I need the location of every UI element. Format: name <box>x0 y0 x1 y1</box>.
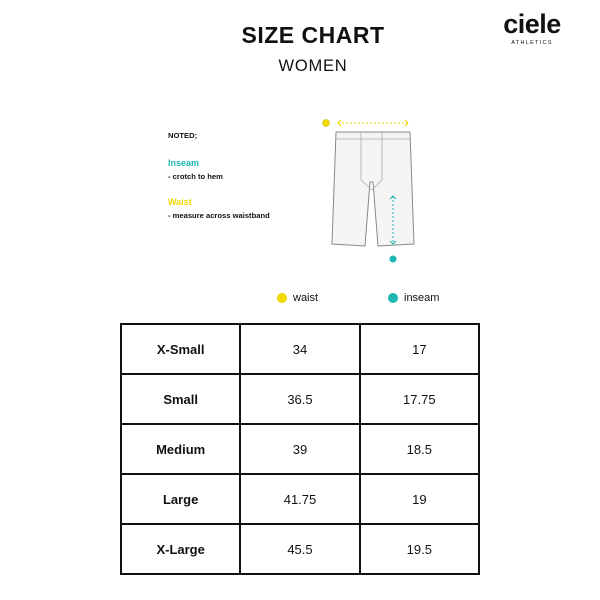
legend-inseam <box>388 292 439 304</box>
page-subtitle: WOMEN <box>278 57 348 75</box>
logo-wordmark: ciele <box>503 9 561 39</box>
size-cell: Large <box>121 474 240 524</box>
legend-waist <box>277 292 318 304</box>
brand-logo <box>500 10 564 46</box>
legend-inseam-label: inseam <box>404 292 440 304</box>
waist-cell: 41.75 <box>240 474 359 524</box>
inseam-cell: 19 <box>360 474 479 524</box>
page-title: SIZE CHART <box>241 22 385 48</box>
shorts-outline <box>332 132 414 246</box>
waist-label: Waist <box>168 197 192 207</box>
size-cell: X-Small <box>121 324 240 374</box>
size-table <box>120 323 480 575</box>
waist-cell: 45.5 <box>240 524 359 574</box>
inseam-dot-icon <box>388 293 398 303</box>
waist-cell: 36.5 <box>240 374 359 424</box>
notes-heading: NOTED; <box>168 131 198 140</box>
inseam-cell: 17 <box>360 324 479 374</box>
inseam-cell: 18.5 <box>360 424 479 474</box>
logo-tagline: ATHLETICS <box>511 40 553 46</box>
table-row <box>121 524 479 574</box>
shorts-icon <box>318 112 418 272</box>
waist-cell: 39 <box>240 424 359 474</box>
table-row <box>121 424 479 474</box>
waist-cell: 34 <box>240 324 359 374</box>
inseam-cell: 19.5 <box>360 524 479 574</box>
size-cell: X-Large <box>121 524 240 574</box>
table-row <box>121 324 479 374</box>
table-row <box>121 474 479 524</box>
inseam-description: - crotch to hem <box>168 172 223 181</box>
table-row <box>121 374 479 424</box>
inseam-cell: 17.75 <box>360 374 479 424</box>
waist-measure-arrow <box>323 120 409 127</box>
legend-waist-label: waist <box>293 292 319 304</box>
size-cell: Medium <box>121 424 240 474</box>
inseam-label: Inseam <box>168 158 200 168</box>
waist-description: - measure across waistband <box>168 211 270 220</box>
size-cell: Small <box>121 374 240 424</box>
waist-dot-icon <box>277 293 287 303</box>
